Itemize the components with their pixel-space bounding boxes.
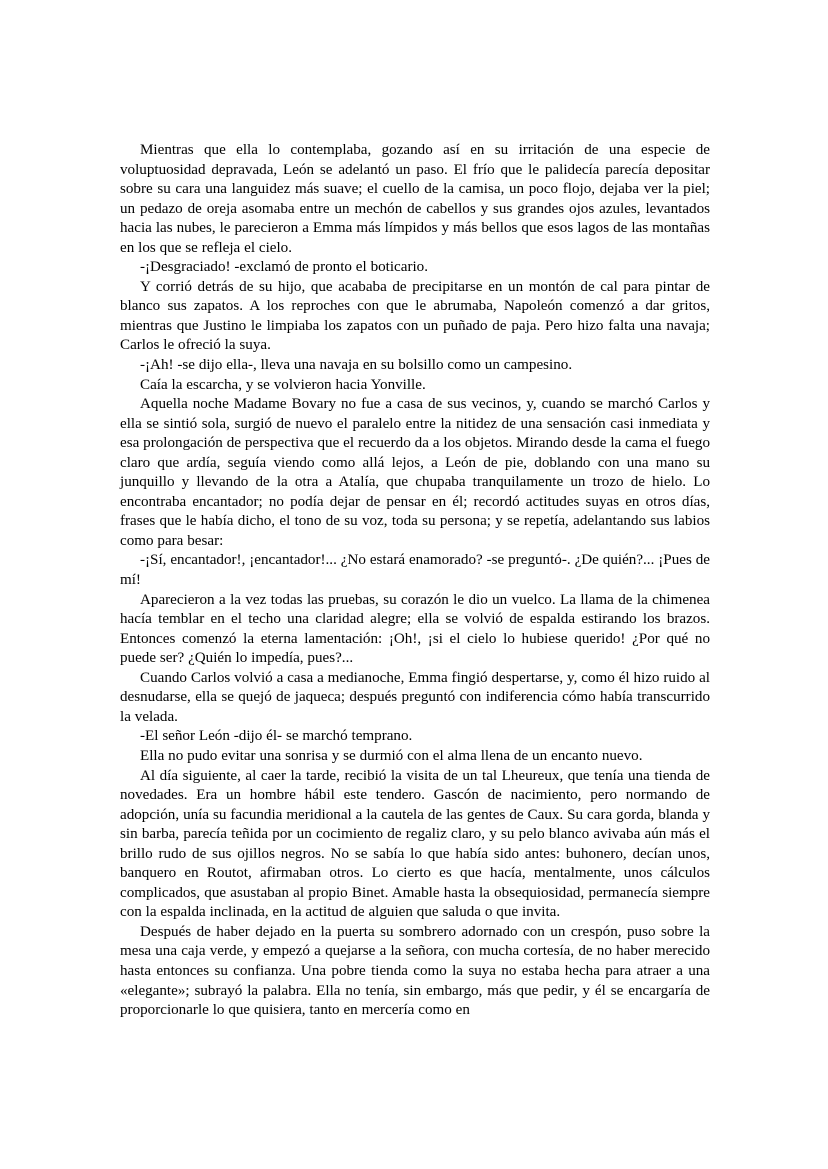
paragraph: -¡Sí, encantador!, ¡encantador!... ¿No estará enamorado? -se preguntó-. ¿De quién?... ¡Pues de mí! bbox=[120, 552, 710, 589]
paragraph: -¡Desgraciado! -exclamó de pronto el boticario. bbox=[140, 259, 428, 276]
paragraph: Y corrió detrás de su hijo, que acababa de precipitarse en un montón de cal para pintar de blanco sus zapatos. A los reproches con que le abrumaba, Napoleón comenzó a dar gritos, mientras que Justino le limpiaba los zapatos con un puñado de paja. Pero hizo falta una navaja; Carlos le ofreció la suya. bbox=[120, 278, 710, 354]
paragraph: Caía la escarcha, y se volvieron hacia Yonville. bbox=[140, 376, 426, 393]
paragraph: Aparecieron a la vez todas las pruebas, su corazón le dio un vuelco. La llama de la chimenea hacía temblar en el techo una claridad alegre; ella se volvió de espalda estirando los brazos. Entonces comenzó la eterna lamentación: ¡Oh!, ¡si el cielo lo hubiese querido! ¿Por qué no puede ser? ¿Quién lo impedía, pues?... bbox=[120, 591, 710, 667]
paragraph: -¡Ah! -se dijo ella-, lleva una navaja en su bolsillo como un campesino. bbox=[140, 357, 573, 374]
paragraph: Ella no pudo evitar una sonrisa y se durmió con el alma llena de un encanto nuevo. bbox=[140, 747, 643, 764]
paragraph: Después de haber dejado en la puerta su sombrero adornado con un crespón, puso sobre la mesa una caja verde, y empezó a quejarse a la señora, con mucha cortesía, de no haber merecido hasta entonces su confianza. Una pobre tienda como la suya no estaba hecha para atraer a una «elegante»; subrayó la palabra. Ella no tenía, sin embargo, más que pedir, y él se encargaría de proporcionarle lo que quisiera, tanto en mercería como en bbox=[120, 923, 710, 1019]
paragraph: Mientras que ella lo contemplaba, gozando así en su irritación de una especie de voluptuosidad depravada, León se adelantó un paso. El frío que le palidecía parecía depositar sobre su cara una languidez más suave; el cuello de la camisa, un poco flojo, dejaba ver la piel; un pedazo de oreja asomaba entre un mechón de cabellos y sus grandes ojos azules, levantados hacia las nubes, le parecieron a Emma más límpidos y más bellos que esos lagos de las montañas en los que se refleja el cielo. bbox=[120, 142, 710, 256]
paragraph: Aquella noche Madame Bovary no fue a casa de sus vecinos, y, cuando se marchó Carlos y ella se sintió sola, surgió de nuevo el paralelo entre la nitidez de una sensación casi inmediata y esa prolongación de perspectiva que el recuerdo da a los objetos. Mirando desde la cama el fuego claro que ardía, seguía viendo como allá lejos, a León de pie, doblando con una mano su junquillo y llevando de la otra a Atalía, que chupaba tranquilamente un trozo de hielo. Lo encontraba encantador; no podía dejar de pensar en él; recordó actitudes suyas en otros días, frases que le había dicho, el tono de su voz, toda su persona; y se repetía, adelantando sus labios como para besar: bbox=[120, 396, 710, 549]
body-text-column bbox=[120, 141, 710, 1021]
paragraph: Al día siguiente, al caer la tarde, recibió la visita de un tal Lheureux, que tenía una tienda de novedades. Era un hombre hábil este tendero. Gascón de nacimiento, pero normando de adopción, unía su facundia meridional a la cautela de las gentes de Caux. Su cara gorda, blanda y sin barba, parecía teñida por un cocimiento de regaliz claro, y su pelo blanco avivaba aún más el brillo rudo de sus ojillos negros. No se sabía lo que había sido antes: buhonero, decían unos, banquero en Routot, afirmaban otros. Lo cierto es que hacía, mentalmente, unos cálculos complicados, que asustaban al propio Binet. Amable hasta la obsequiosidad, permanecía siempre con la espalda inclinada, en la actitud de alguien que saluda o que invita. bbox=[120, 767, 710, 921]
paragraph: Cuando Carlos volvió a casa a medianoche, Emma fingió despertarse, y, como él hizo ruido al desnudarse, ella se quejó de jaqueca; después preguntó con indiferencia cómo había transcurrido la velada. bbox=[120, 669, 710, 725]
paragraph: -El señor León -dijo él- se marchó temprano. bbox=[140, 728, 413, 745]
